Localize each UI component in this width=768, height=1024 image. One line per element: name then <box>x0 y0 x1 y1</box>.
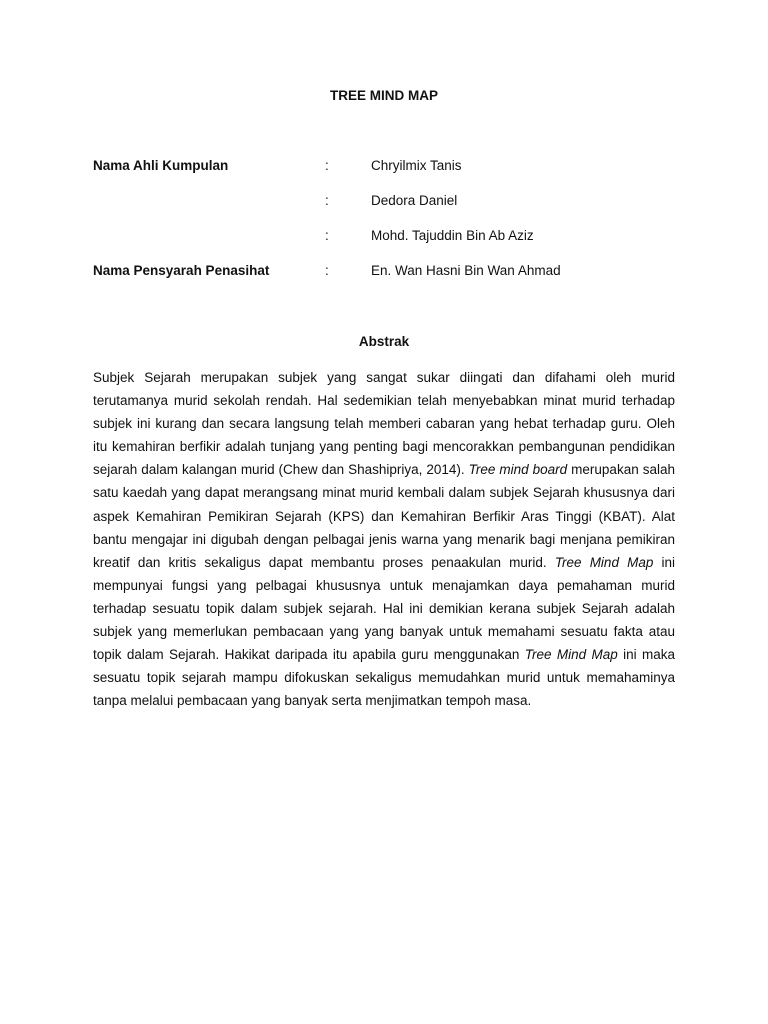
document-title: TREE MIND MAP <box>330 88 438 103</box>
abstract-text: merupakan salah satu kaedah yang dapat merangsang minat murid kembali dalam subjek Sejarah khususnya dari aspek Kemahiran Pemikiran Sejarah (KPS) dan Kemahiran Berfikir Aras Tinggi (KBAT). Alat bantu mengajar ini digubah dengan pelbagai jenis warna yang menarik bagi menjana pemikiran kreatif dan kritis sekaligus dapat membantu proses penaakulan murid. <box>93 462 675 570</box>
info-value: Chryilmix Tanis <box>371 158 462 173</box>
abstract-text: ini maka sesuatu topik sejarah mampu difokuskan sekaligus memudahkan murid untuk memahaminya tanpa melalui pembacaan yang banyak serta menjimatkan tempoh masa. <box>93 647 675 709</box>
abstract-paragraph <box>93 366 675 712</box>
info-row-group-members <box>93 157 693 175</box>
info-label: Nama Pensyarah Penasihat <box>93 263 270 278</box>
info-colon: : <box>325 228 329 243</box>
abstract-text: ini mempunyai fungsi yang pelbagai khususnya untuk menajamkan daya pemahaman murid terhadap sesuatu topik dalam subjek sejarah. Hal ini demikian kerana subjek Sejarah adalah subjek yang memerlukan pembacaan yang yang banyak untuk memahami sesuatu fakta atau topik dalam Sejarah. Hakikat daripada itu apabila guru menggunakan <box>93 554 675 663</box>
abstract-italic-term: Tree Mind Map <box>524 647 618 663</box>
info-value: Dedora Daniel <box>371 193 458 208</box>
info-row-member <box>93 227 693 245</box>
info-colon: : <box>325 158 329 173</box>
info-row-advisor <box>93 262 693 280</box>
info-colon: : <box>325 263 329 278</box>
info-value: Mohd. Tajuddin Bin Ab Aziz <box>371 228 534 243</box>
abstract-italic-term: Tree mind board <box>468 462 568 478</box>
abstract-italic-term: Tree Mind Map <box>554 554 654 570</box>
abstract-heading: Abstrak <box>358 334 410 349</box>
info-value: En. Wan Hasni Bin Wan Ahmad <box>371 263 561 278</box>
abstract-text: Subjek Sejarah merupakan subjek yang sangat sukar diingati dan difahami oleh murid terutamanya murid sekolah rendah. Hal sedemikian telah menyebabkan minat murid terhadap subjek ini kurang dan secara langsung telah memberi cabaran yang hebat terhadap guru. Oleh itu kemahiran berfikir adalah tunjang yang penting bagi mencorakkan pembangunan pendidikan sejarah dalam kalangan murid (Chew dan Shashipriya, 2014). <box>93 370 675 478</box>
info-row-member <box>93 192 693 210</box>
info-label: Nama Ahli Kumpulan <box>93 158 229 173</box>
info-colon: : <box>325 193 329 208</box>
